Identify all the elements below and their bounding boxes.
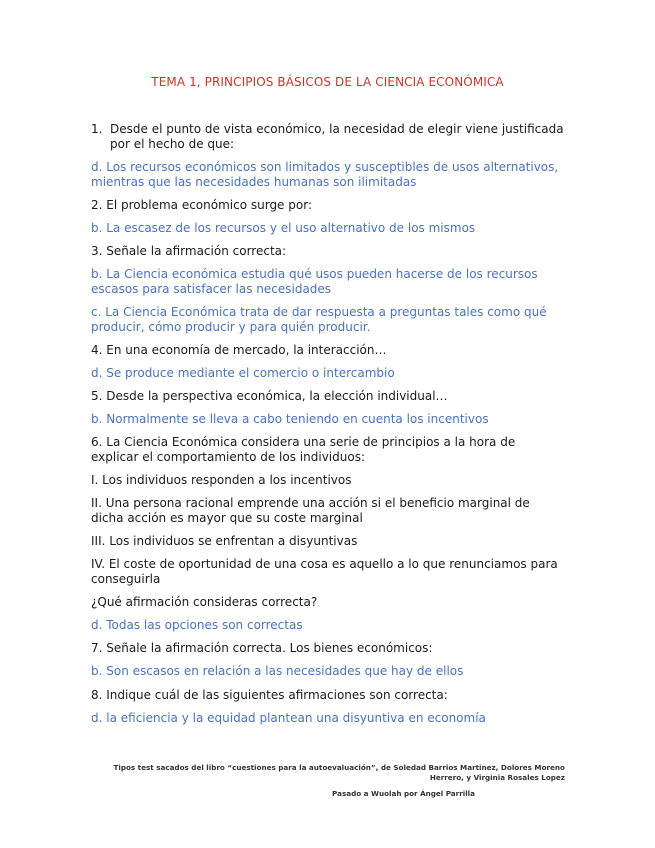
question-1 bbox=[91, 122, 566, 152]
question-6-ask: ¿Qué afirmación consideras correcta? bbox=[91, 595, 318, 609]
answer-4: d. Se produce mediante el comercio o intercambio bbox=[91, 366, 395, 380]
statement-iii: III. Los individuos se enfrentan a disyuntivas bbox=[91, 534, 358, 548]
question-2: 2. El problema económico surge por: bbox=[91, 198, 312, 212]
answer-3b: b. La Ciencia económica estudia qué usos pueden hacerse de los recursos escasos para satisfacer las necesidades bbox=[91, 267, 538, 296]
answer-2: b. La escasez de los recursos y el uso alternativo de los mismos bbox=[91, 221, 476, 235]
statement-iv: IV. El coste de oportunidad de una cosa es aquello a lo que renunciamos para conseguirla bbox=[91, 557, 558, 586]
answer-7: b. Son escasos en relación a las necesidades que hay de ellos bbox=[91, 664, 464, 678]
question-5: 5. Desde la perspectiva económica, la elección individual… bbox=[91, 389, 448, 403]
question-3: 3. Señale la afirmación correcta: bbox=[91, 244, 287, 258]
question-6: 6. La Ciencia Económica considera una serie de principios a la hora de explicar el comportamiento de los individuos: bbox=[91, 435, 516, 464]
answer-8: d. la eficiencia y la equidad plantean una disyuntiva en economía bbox=[91, 711, 486, 725]
answer-6: d. Todas las opciones son correctas bbox=[91, 618, 303, 632]
answer-5: b. Normalmente se lleva a cabo teniendo en cuenta los incentivos bbox=[91, 412, 489, 426]
question-8: 8. Indique cuál de las siguientes afirmaciones son correcta: bbox=[91, 688, 448, 702]
statement-i: I. Los individuos responden a los incentivos bbox=[91, 473, 352, 487]
question-7: 7. Señale la afirmación correcta. Los bienes económicos: bbox=[91, 641, 433, 655]
footer-uploader: Pasado a Wuolah por Ángel Parrilla bbox=[332, 789, 475, 798]
question-1-number: 1. bbox=[91, 122, 103, 136]
question-4: 4. En una economía de mercado, la interacción… bbox=[91, 343, 387, 357]
question-1-text: Desde el punto de vista económico, la necesidad de elegir viene justificada por el hecho de que: bbox=[110, 122, 564, 151]
footer-credit: Tipos test sacados del libro “cuestiones para la autoevaluación”, de Soledad Barrios Martinez, Dolores Moreno Herrero, y Virginia Rosales Lopez bbox=[113, 763, 565, 782]
answer-1: d. Los recursos económicos son limitados y susceptibles de usos alternativos, mientras que las necesidades humanas son ilimitadas bbox=[91, 160, 559, 189]
answer-3c: c. La Ciencia Económica trata de dar respuesta a preguntas tales como qué producir, cómo producir y para quién producir. bbox=[91, 305, 547, 334]
page-title: TEMA 1, PRINCIPIOS BÁSICOS DE LA CIENCIA ECONÓMICA bbox=[151, 75, 504, 89]
statement-ii: II. Una persona racional emprende una acción si el beneficio marginal de dicha acción es mayor que su coste marginal bbox=[91, 496, 530, 525]
